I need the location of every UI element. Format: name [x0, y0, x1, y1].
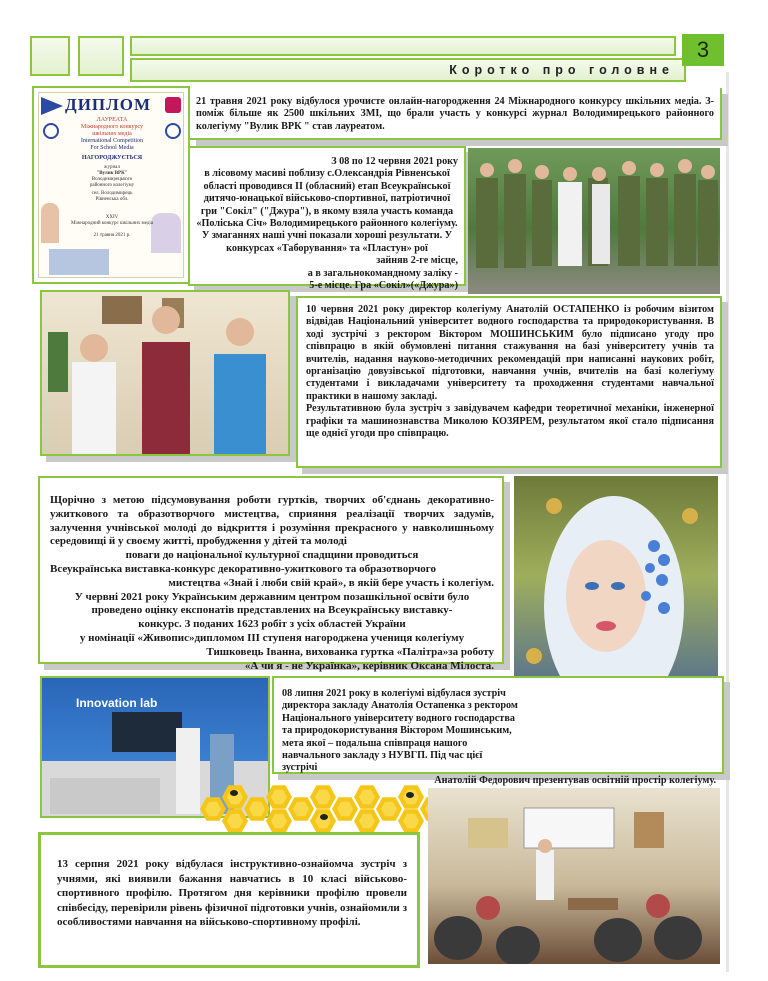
innovation-table — [50, 778, 160, 814]
diploma-laureate: ЛАУРЕАТА — [96, 117, 128, 123]
innovation-screen — [112, 712, 182, 752]
diploma-title: ДИПЛОМ — [65, 95, 152, 114]
exhibition-line-3: Всеукраїнська виставка-конкурс декоративно-ужиткового та образотворчого — [50, 562, 437, 575]
exhibition-line-1: Щорічно з метою підсумовування роботи гуртків, творчих об'єднань декоративно-ужиткового та образотворчого мистецтва, сприяння реалізації творчих задумів, залучення учнівської молоді до відкриття і розуміння прекрасного у навколишньому середовищі й у своєму житті, пробудження у дітей та молоді — [50, 494, 494, 548]
innovation-sign: Innovation lab — [76, 696, 158, 710]
diploma-image — [38, 92, 184, 278]
diploma-emblem — [43, 123, 59, 139]
diploma-logo-right — [165, 97, 181, 113]
june8-line-2: в лісовому масиві поблизу с.Олександрія Рівненської області проводився II (обласний) етап Всеукраїнської дитячо-юнацької військово-спортивної, патріотичної гри "Сокіл" ("Джура"), в якому взяла участь команда «Поліська Січ» Володимирецького районного колегіуму. У змаганнях наші учні показали хороші результати. У конкурсах «Таборування» та «Пластун» рої — [196, 168, 458, 254]
diploma-emblem-2 — [165, 123, 181, 139]
exhibition-line-9: Тишковець Іванна, вихованка гуртка «Палітра»за роботу — [206, 645, 494, 658]
diploma-child-photo — [41, 203, 59, 243]
july8-text-1: 08 липня 2021 року в колегіумі відбулася зустріч директора закладу Анатолія Остапенка з ректором Національного університету водного господарства та природокористування Віктором Мошинським, мета якої – подальша співпраця нашого навчального закладу з НУВГП. Під час цієї зустрічі — [282, 688, 518, 774]
exhibition-line-6: проведено оцінку експонатів представлених на Всеукраїнську виставку- — [91, 604, 453, 617]
aug13-box — [38, 832, 420, 968]
exhibition-line-4: мистецтва «Знай і люби свій край», в якій бере участь і колегіум. — [168, 576, 494, 589]
diploma-body-1: журнал — [104, 165, 120, 170]
exhibition-line-5: У червні 2021 року Українським державним центром позашкільної освіти було — [74, 590, 470, 603]
honeycomb-decoration — [200, 776, 456, 840]
header-right-rule — [726, 72, 729, 972]
june10-paragraph-2: Результативною була зустріч з завідувачем кафедри теоретичної механіки, інженерної графіки та машинознавства Миколою КОЗЯРЕМ, результатом якої стало підписання ще однієї угоди про співпрацю. — [306, 403, 714, 440]
classroom-figures — [428, 788, 720, 964]
june8-line-3: зайняв 2-ге місце, — [376, 255, 458, 267]
scouts-photo-figures — [468, 148, 720, 294]
diploma-intl-2: For School Media — [90, 145, 134, 151]
classroom-photo — [428, 788, 720, 964]
diploma-logo-left — [41, 97, 63, 115]
header-small-box — [78, 36, 124, 76]
diploma-body-5: сел. Володимирець — [91, 191, 133, 196]
june8-line-5: 5-е місце. Гра «Сокіл»(«Джура») — [309, 280, 458, 292]
diploma-footer-2: Міжнародний конкурс шкільних медіа — [70, 221, 154, 226]
page-section-title: Коротко про головне — [449, 63, 674, 77]
diploma-contest: Міжнародного конкурсу — [80, 124, 144, 130]
diploma-intl: International Competition — [80, 138, 144, 144]
page-number: 3 — [682, 34, 724, 66]
diploma-body-2: "Вулик ВРК" — [96, 171, 128, 176]
june10-box — [296, 296, 722, 468]
exhibition-line-8: у номінації «Живопис»дипломом III ступеня нагороджена учениця колегіуму — [79, 631, 465, 644]
header-bar — [130, 36, 676, 56]
may21-text: 21 травня 2021 року відбулося урочисте онлайн-нагородження 24 Міжнародного конкурсу шкільних медіа. З-поміж більше як 2500 шкільних ЗМІ, що брали участь у конкурсі журнал Володимирецького районного колегіуму "Вулик ВРК " став лауреатом. — [196, 96, 714, 132]
diploma-media: шкільних медіа — [92, 131, 132, 137]
diploma-footer-1: XXIV — [105, 215, 119, 220]
diploma-body-3: Володимирецького — [91, 177, 133, 182]
meeting-photo — [40, 290, 290, 456]
diploma-body-4: районного колегіуму — [89, 183, 135, 188]
aug13-text: 13 серпня 2021 року відбулася інструктивно-ознайомча зустріч з учнями, які виявили бажання навчатись в 10 класі військово-спортивного профілю. Протягом дня керівники профілю провели співбесіду, перевірили рівень фізичної підготовки учнів, ознайомили з особливостями навчання на військово-спортивному профілі. — [57, 858, 407, 929]
may21-box — [190, 88, 722, 140]
exhibition-line-10: «А чи я - не Українка», керівник Оксана Мілоста. — [244, 659, 494, 672]
diploma-date: 21 травня 2021 р. — [93, 233, 131, 238]
exhibition-line-2: поваги до національної культурної спадщини проводиться — [125, 549, 419, 562]
diploma-bottom-pic — [49, 249, 109, 275]
diploma-award: НАГОРОДЖУЄТЬСЯ — [81, 155, 143, 161]
innovation-person-1 — [176, 728, 200, 814]
scouts-photo — [468, 148, 720, 294]
july8-text-2: Анатолій Федорович презентував освітній простір колегіуму. — [434, 774, 716, 786]
diploma-body-6: Рівненська обл. — [95, 197, 129, 202]
july8-box — [272, 676, 724, 786]
header-left-box — [30, 36, 70, 76]
meeting-photo-figures — [42, 292, 288, 454]
june8-box — [188, 146, 466, 292]
june8-line-4: а в загальнокомандному заліку - — [307, 267, 458, 279]
header-title-bar — [130, 58, 686, 82]
exhibition-box — [38, 476, 504, 672]
june8-line-1: З 08 по 12 червня 2021 року — [331, 156, 458, 167]
diploma-child-photo-2 — [151, 213, 181, 253]
june10-paragraph-1: 10 червня 2021 року директор колегіуму Анатолій ОСТАПЕНКО із робочим візитом відвідав Національний університет водного господарства та природокористування. В ході зустрічі з ректором Віктором МОШИНСЬКИМ було підписано угоду про співпрацю в якій обумовлені питання стажування на базі університету учнів та вчителів, надання науково-методичних рекомендацій при написанні наукових робіт, організацію довузівської підготовки, навчання учнів, вчителів на базі колегіуму студентами і викладачами університету та проходження студентами навчальної практики в нашому закладі. — [306, 304, 714, 402]
exhibition-line-7: конкурс. З поданих 1623 робіт з усіх областей України — [138, 618, 406, 631]
